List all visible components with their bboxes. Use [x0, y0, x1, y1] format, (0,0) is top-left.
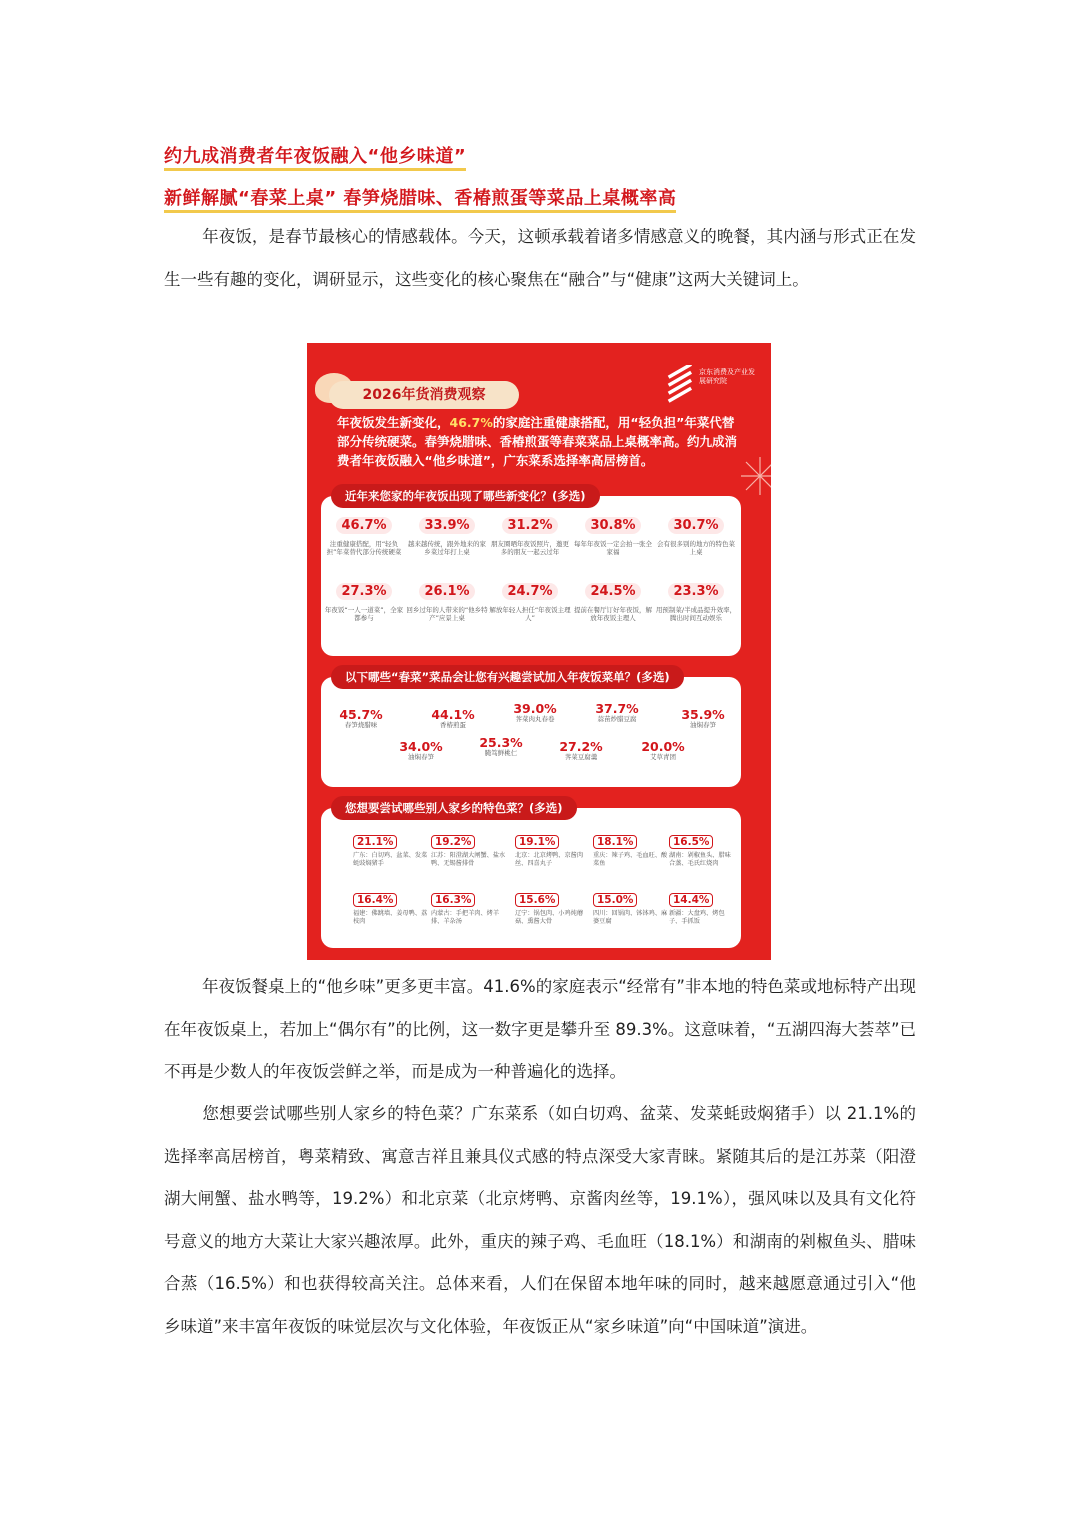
region-item: 14.4% 新疆：大盘鸡、烤包子、手抓饭	[669, 894, 725, 925]
spring-dish-item: 34.0% 油焖春笋	[399, 739, 443, 761]
spring-dish-item: 45.7% 春笋烧腊味	[339, 707, 383, 729]
change-item: 46.7% 注重健康搭配，用“轻负担”年菜替代部分传统硬菜	[326, 518, 402, 556]
spring-dish-item: 27.2% 荠菜豆腐羹	[559, 739, 603, 761]
region-item: 19.2% 江苏：阳澄湖大闸蟹、盐水鸭、无锡酱排骨	[431, 836, 506, 867]
section-heading-1: 约九成消费者年夜饭融入“他乡味道”	[164, 142, 466, 168]
spring-dish-item: 25.3% 腌笃鲜桃仁	[479, 735, 523, 757]
changes-card	[321, 489, 741, 656]
spring-dishes-card-title: 以下哪些“春菜”菜品会让您有兴趣尝试加入年夜饭菜单？(多选)	[331, 665, 684, 689]
region-item: 15.6% 辽宁：锅包肉、小鸡炖蘑菇、熏酱大骨	[515, 894, 584, 925]
region-item: 18.1% 重庆：辣子鸡、毛血旺、酸菜鱼	[593, 836, 668, 867]
infographic-intro: 年夜饭发生新变化，46.7%的家庭注重健康搭配，用“轻负担”年菜代替部分传统硬菜。春笋烧腊味、香椿煎蛋等春菜菜品上桌概率高。约九成消费者年夜饭融入“他乡味道”，广东菜系选择率高居榜首。	[337, 415, 738, 468]
paragraph-hometown-flavor: 年夜饭餐桌上的“他乡味”更多更丰富。41.6%的家庭表示“经常有”非本地的特色菜或地标特产出现在年夜饭桌上，若加上“偶尔有”的比例，这一数字更是攀升至 89.3%。这意味着，“五湖四海大荟萃”已不再是少数人的年夜饭尝鲜之举，而是成为一种普遍化的选择。	[164, 977, 916, 1081]
changes-card-title: 近年来您家的年夜饭出现了哪些新变化？(多选)	[331, 484, 600, 508]
infographic	[307, 343, 771, 960]
paragraph-intro: 年夜饭，是春节最核心的情感载体。今天，这顿承载着诸多情感意义的晚餐，其内涵与形式正在发生一些有趣的变化，调研显示，这些变化的核心聚焦在“融合”与“健康”这两大关键词上。	[164, 227, 916, 289]
section-heading-2: 新鲜解腻“春菜上桌” 春笋烧腊味、香椿煎蛋等菜品上桌概率高	[164, 184, 676, 210]
spring-dish-item: 35.9% 油焖春笋	[681, 707, 725, 729]
change-item: 30.8% 每年年夜饭一定会拍一张全家福	[574, 518, 652, 556]
hometown-dishes-card	[321, 801, 741, 948]
change-item: 27.3% 年夜饭“一人一道菜”，全家都参与	[324, 584, 404, 622]
spring-dish-item: 20.0% 艾草青团	[641, 739, 685, 761]
region-item: 16.4% 福建：佛跳墙、姜母鸭、荔枝肉	[353, 894, 428, 925]
paragraph-regional-dishes: 您想要尝试哪些别人家乡的特色菜？广东菜系（如白切鸡、盆菜、发菜蚝豉焖猪手）以 21.1%的选择率高居榜首，粤菜精致、寓意吉祥且兼具仪式感的特点深受大家青睐。紧随其后的是江苏菜（阳澄湖大闸蟹、盐水鸭等，19.2%）和北京菜（北京烤鸭、京酱肉丝等，19.1%），强风味以及具有文化符号意义的地方大菜让大家兴趣浓厚。此外，重庆的辣子鸡、毛血旺（18.1%）和湖南的剁椒鱼头、腊味合蒸（16.5%）和也获得较高关注。总体来看，人们在保留本地年味的同时，越来越愿意通过引入“他乡味道”来丰富年夜饭的味觉层次与文化体验，年夜饭正从“家乡味道”向“中国味道”演进。	[164, 1104, 916, 1336]
spring-dish-item: 39.0% 荠菜肉丸春卷	[513, 701, 557, 723]
change-item: 24.5% 提前在餐厅订好年夜饭，解放年夜饭主理人	[574, 584, 652, 622]
change-item: 26.1% 回乡过年的人带来的“他乡特产”应景上桌	[406, 584, 488, 622]
spring-dish-item: 44.1% 香椿煎蛋	[431, 707, 475, 729]
change-item: 33.9% 越来越传统，跟外地来的家乡菜过年打上桌	[408, 518, 486, 556]
change-item: 31.2% 朋友圈晒年夜饭照片，邀更多的朋友一起云过年	[491, 518, 569, 556]
region-item: 16.3% 内蒙古：手把羊肉、烤羊排、羊杂汤	[431, 894, 500, 925]
logo-caption: 京东消费及产业发展研究院	[699, 368, 755, 385]
change-item: 24.7% 解放年轻人担任“年夜饭主理人”	[489, 584, 571, 622]
region-item: 21.1% 广东：白切鸡、盆菜、发菜蚝豉焖猪手	[353, 836, 428, 867]
spring-dishes-card	[321, 670, 741, 787]
region-item: 15.0% 四川：回锅肉、钵钵鸡、麻婆豆腐	[593, 894, 668, 925]
region-item: 19.1% 北京：北京烤鸭、京酱肉丝、四喜丸子	[515, 836, 584, 867]
change-item: 30.7% 会有很多别的地方的特色菜上桌	[657, 518, 735, 556]
hometown-dishes-card-title: 您想要尝试哪些别人家乡的特色菜？(多选)	[331, 796, 577, 820]
spring-dish-item: 37.7% 蒜苗炒腊豆腐	[595, 701, 639, 723]
infographic-badge: 2026年货消费观察	[329, 381, 519, 409]
change-item: 23.3% 用预制菜/半成品提升效率，腾出时间互动娱乐	[655, 584, 737, 622]
firework-icon	[739, 455, 771, 497]
region-item: 16.5% 湖南：剁椒鱼头、腊味合蒸、毛氏红烧肉	[669, 836, 731, 867]
